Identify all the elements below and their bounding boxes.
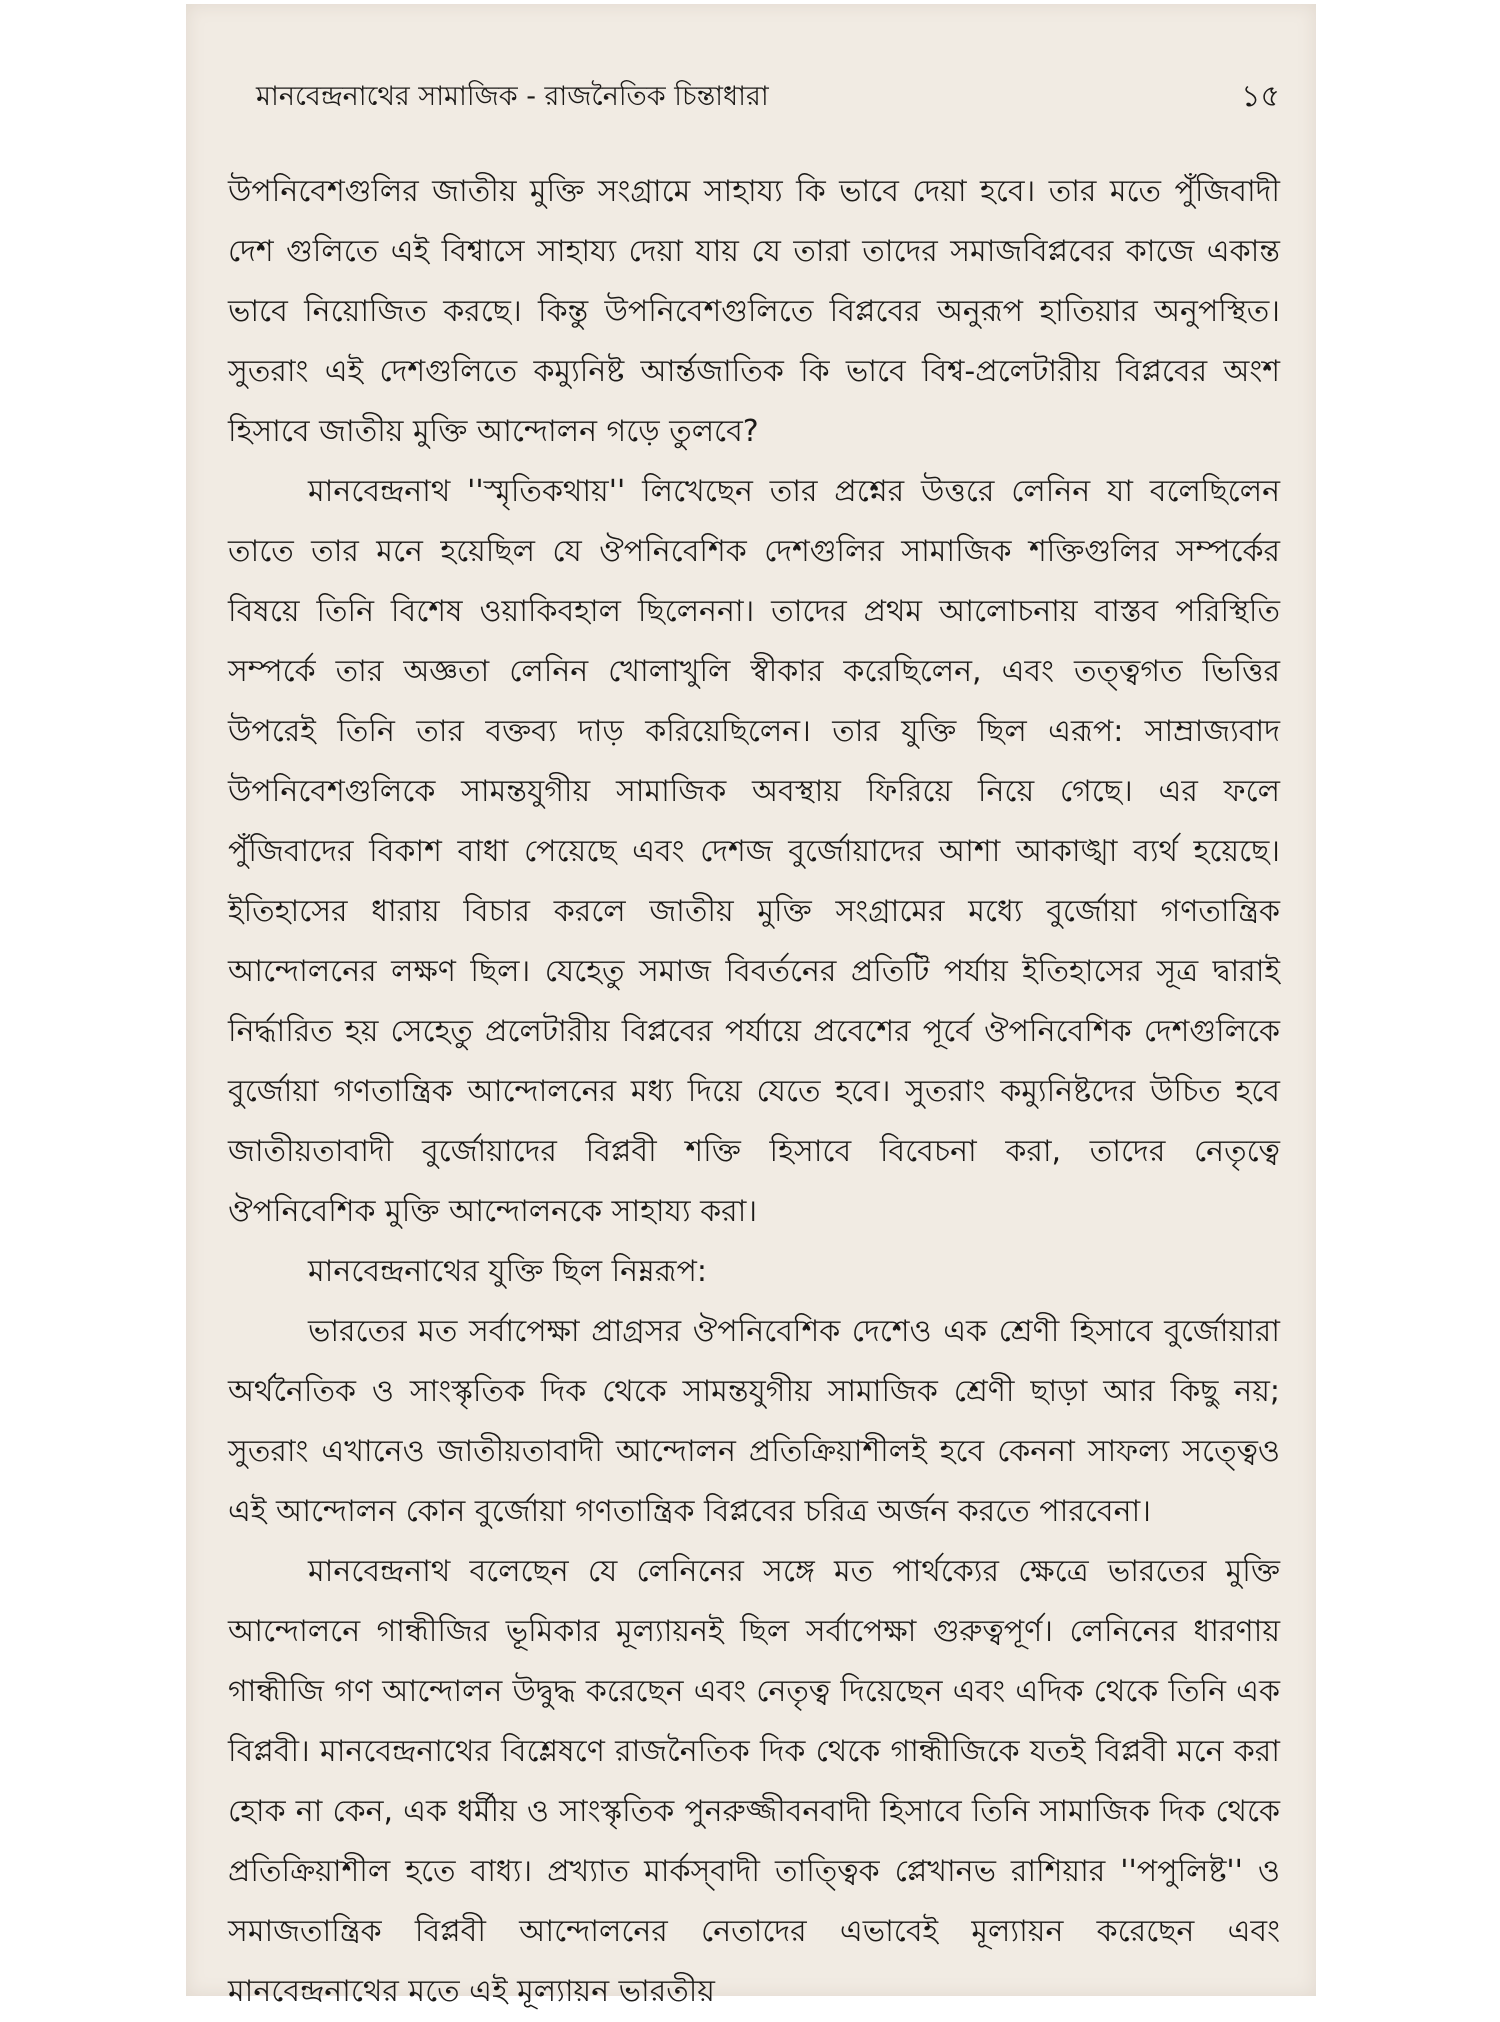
- running-title: মানবেন্দ্রনাথের সামাজিক - রাজনৈতিক চিন্তাধারা: [256, 81, 769, 112]
- running-header: [256, 72, 1280, 122]
- book-page: [186, 4, 1316, 2009]
- paragraph: মানবেন্দ্রনাথ বলেছেন যে লেনিনের সঙ্গে মত পার্থক্যের ক্ষেত্রে ভারতের মুক্তি আন্দোলনে গান্ধীজির ভূমিকার মূল্যায়নই ছিল সর্বাপেক্ষা গুরুত্বপূর্ণ। লেনিনের ধারণায় গান্ধীজি গণ আন্দোলন উদ্বুদ্ধ করেছেন এবং নেতৃত্ব দিয়েছেন এবং এদিক থেকে তিনি এক বিপ্লবী। মানবেন্দ্রনাথের বিশ্লেষণে রাজনৈতিক দিক থেকে গান্ধীজিকে যতই বিপ্লবী মনে করা হোক না কেন, এক ধর্মীয় ও সাংস্কৃতিক পুনরুজ্জীবনবাদী হিসাবে তিনি সামাজিক দিক থেকে প্রতিক্রিয়াশীল হতে বাধ্য। প্রখ্যাত মার্কস্‌বাদী তাত্ত্বিক প্লেখানভ রাশিয়ার ''পপুলিষ্ট'' ও সমাজতান্ত্রিক বিপ্লবী আন্দোলনের নেতাদের এভাবেই মূল্যায়ন করেছেন এবং মানবেন্দ্রনাথের মতে এই মূল্যায়ন ভারতীয়: [228, 1554, 1280, 2009]
- paragraph: উপনিবেশগুলির জাতীয় মুক্তি সংগ্রামে সাহায্য কি ভাবে দেয়া হবে। তার মতে পুঁজিবাদী দেশ গুলিতে এই বিশ্বাসে সাহায্য দেয়া যায় যে তারা তাদের সমাজবিপ্লবের কাজে একান্ত ভাবে নিয়োজিত করছে। কিন্তু উপনিবেশগুলিতে বিপ্লবের অনুরূপ হাতিয়ার অনুপস্থিত। সুতরাং এই দেশগুলিতে কম্যুনিষ্ট আর্ন্তজাতিক কি ভাবে বিশ্ব-প্রলেটারীয় বিপ্লবের অংশ হিসাবে জাতীয় মুক্তি আন্দোলন গড়ে তুলবে?: [228, 174, 1280, 449]
- paragraph: ভারতের মত সর্বাপেক্ষা প্রাগ্রসর ঔপনিবেশিক দেশেও এক শ্রেণী হিসাবে বুর্জোয়ারা অর্থনৈতিক ও সাংস্কৃতিক দিক থেকে সামন্তযুগীয় সামাজিক শ্রেণী ছাড়া আর কিছু নয়; সুতরাং এখানেও জাতীয়তাবাদী আন্দোলন প্রতিক্রিয়াশীলই হবে কেননা সাফল্য সত্ত্বেও এই আন্দোলন কোন বুর্জোয়া গণতান্ত্রিক বিপ্লবের চরিত্র অর্জন করতে পারবেনা।: [228, 1314, 1280, 1529]
- paragraph: মানবেন্দ্রনাথ ''স্মৃতিকথায়'' লিখেছেন তার প্রশ্নের উত্তরে লেনিন যা বলেছিলেন তাতে তার মনে হয়েছিল যে ঔপনিবেশিক দেশগুলির সামাজিক শক্তিগুলির সম্পর্কের বিষয়ে তিনি বিশেষ ওয়াকিবহাল ছিলেননা। তাদের প্রথম আলোচনায় বাস্তব পরিস্থিতি সম্পর্কে তার অজ্ঞতা লেনিন খোলাখুলি স্বীকার করেছিলেন, এবং তত্ত্বগত ভিত্তির উপরেই তিনি তার বক্তব্য দাড় করিয়েছিলেন। তার যুক্তি ছিল এরূপ: সাম্রাজ্যবাদ উপনিবেশগুলিকে সামন্তযুগীয় সামাজিক অবস্থায় ফিরিয়ে নিয়ে গেছে। এর ফলে পুঁজিবাদের বিকাশ বাধা পেয়েছে এবং দেশজ বুর্জোয়াদের আশা আকাঙ্খা ব্যর্থ হয়েছে। ইতিহাসের ধারায় বিচার করলে জাতীয় মুক্তি সংগ্রামের মধ্যে বুর্জোয়া গণতান্ত্রিক আন্দোলনের লক্ষণ ছিল। যেহেতু সমাজ বিবর্তনের প্রতিটি পর্যায় ইতিহাসের সূত্র দ্বারাই নির্দ্ধারিত হয় সেহেতু প্রলেটারীয় বিপ্লবের পর্যায়ে প্রবেশের পূর্বে ঔপনিবেশিক দেশগুলিকে বুর্জোয়া গণতান্ত্রিক আন্দোলনের মধ্য দিয়ে যেতে হবে। সুতরাং কম্যুনিষ্টদের উচিত হবে জাতীয়তাবাদী বুর্জোয়াদের বিপ্লবী শক্তি হিসাবে বিবেচনা করা, তাদের নেতৃত্বে ঔপনিবেশিক মুক্তি আন্দোলনকে সাহায্য করা।: [228, 474, 1280, 1229]
- body-text: [228, 162, 1280, 2022]
- page-number: ১৫: [1241, 79, 1280, 114]
- paragraph: মানবেন্দ্রনাথের যুক্তি ছিল নিম্নরূপ:: [308, 1254, 707, 1289]
